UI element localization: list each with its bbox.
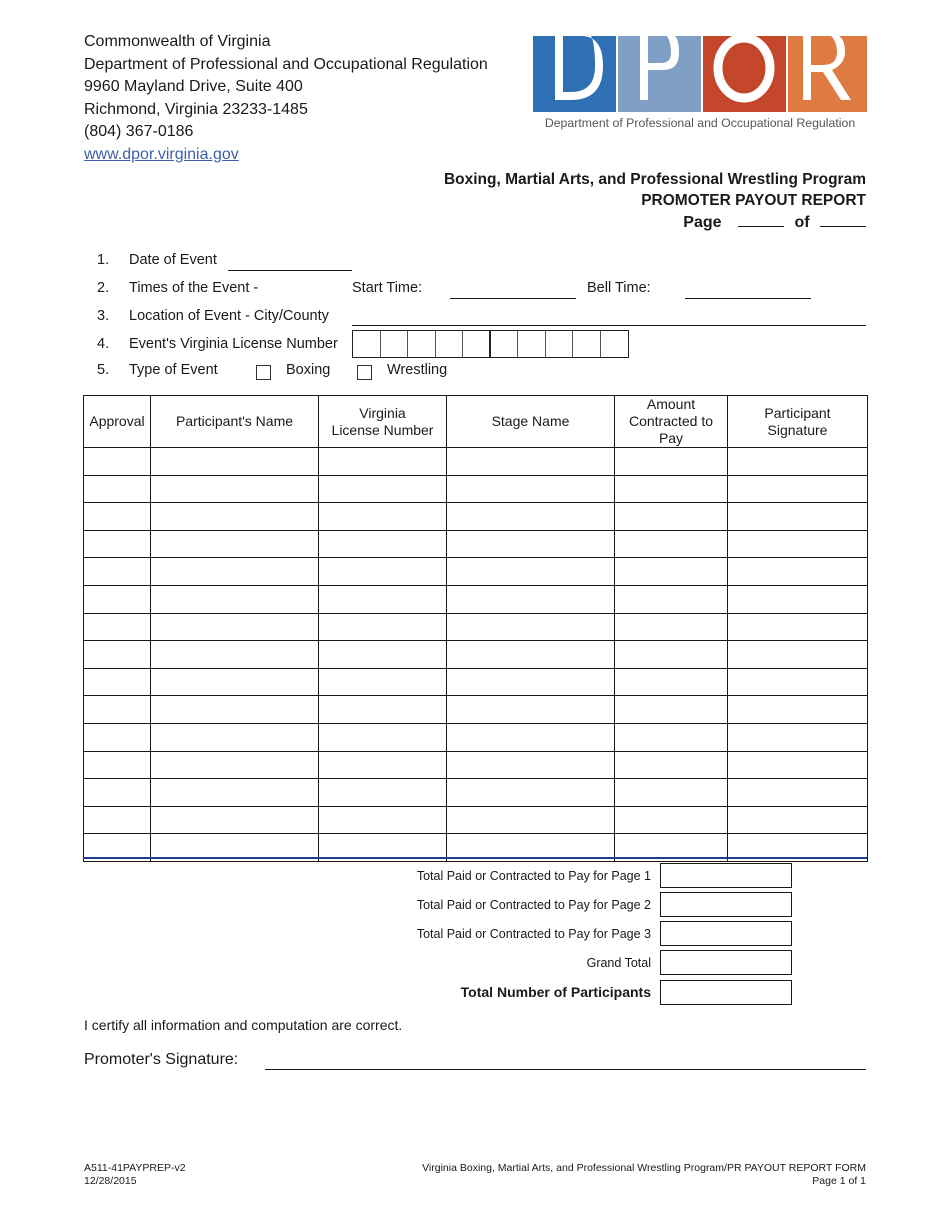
wrestling-checkbox[interactable] xyxy=(357,365,372,380)
field-type-of-event xyxy=(97,362,218,378)
participant-name-cell[interactable] xyxy=(151,475,319,503)
website-link[interactable]: www.dpor.virginia.gov xyxy=(84,145,239,163)
signature-cell[interactable] xyxy=(728,641,868,669)
table-header-row xyxy=(84,396,868,448)
approval-cell[interactable] xyxy=(84,448,151,476)
amount-cell[interactable] xyxy=(615,448,728,476)
form-name: Virginia Boxing, Martial Arts, and Professional Wrestling Program/PR PAYOUT REPORT FORM xyxy=(422,1162,866,1174)
col-stage-name-header: Stage Name xyxy=(447,396,615,448)
stage-name-cell[interactable] xyxy=(447,779,615,807)
license-number-cell[interactable] xyxy=(319,448,447,476)
stage-name-cell[interactable] xyxy=(447,503,615,531)
signature-cell[interactable] xyxy=(728,696,868,724)
participant-name-cell[interactable] xyxy=(151,806,319,834)
field-number: 2. xyxy=(97,280,110,296)
license-digit-box[interactable] xyxy=(381,331,409,357)
license-number-cell[interactable] xyxy=(319,806,447,834)
table-row xyxy=(84,751,868,779)
wrestling-label: Wrestling xyxy=(387,362,448,378)
license-number-cell[interactable] xyxy=(319,585,447,613)
approval-cell[interactable] xyxy=(84,530,151,558)
signature-cell[interactable] xyxy=(728,751,868,779)
page-indicator: Page 1 of 1 xyxy=(812,1175,866,1187)
amount-cell[interactable] xyxy=(615,503,728,531)
table-row xyxy=(84,558,868,586)
field-number: 1. xyxy=(97,252,110,268)
report-title: PROMOTER PAYOUT REPORT xyxy=(641,192,866,209)
amount-cell[interactable] xyxy=(615,613,728,641)
table-row xyxy=(84,668,868,696)
license-digit-box[interactable] xyxy=(518,331,546,357)
stage-name-cell[interactable] xyxy=(447,696,615,724)
participant-name-cell[interactable] xyxy=(151,558,319,586)
total-page2-label: Total Paid or Contracted to Pay for Page 2 xyxy=(416,898,651,912)
report-title-block xyxy=(444,169,866,211)
approval-cell[interactable] xyxy=(84,723,151,751)
approval-cell[interactable] xyxy=(84,613,151,641)
stage-name-cell[interactable] xyxy=(447,806,615,834)
start-time-label: Start Time: xyxy=(352,280,423,296)
signature-cell[interactable] xyxy=(728,530,868,558)
field-label: Times of the Event - xyxy=(129,280,259,296)
license-number-cell[interactable] xyxy=(319,530,447,558)
date-of-event-input[interactable] xyxy=(228,270,352,271)
table-row xyxy=(84,503,868,531)
amount-cell[interactable] xyxy=(615,558,728,586)
approval-cell[interactable] xyxy=(84,751,151,779)
table-row xyxy=(84,723,868,751)
participant-name-cell[interactable] xyxy=(151,503,319,531)
license-number-boxes[interactable] xyxy=(352,330,629,358)
stage-name-cell[interactable] xyxy=(447,613,615,641)
total-page2-input[interactable] xyxy=(660,892,792,917)
total-page1-label: Total Paid or Contracted to Pay for Page 1 xyxy=(416,869,651,883)
approval-cell[interactable] xyxy=(84,668,151,696)
col-name-header: Participant's Name xyxy=(151,396,319,448)
col-amount-header: Amount Contracted to Pay xyxy=(615,396,728,448)
bell-time-label: Bell Time: xyxy=(587,280,651,296)
table-row xyxy=(84,806,868,834)
table-row xyxy=(84,641,868,669)
boxing-label: Boxing xyxy=(286,362,331,378)
footer-left xyxy=(84,1162,186,1188)
license-number-cell[interactable] xyxy=(319,696,447,724)
field-number: 5. xyxy=(97,362,110,378)
participant-name-cell[interactable] xyxy=(151,613,319,641)
amount-cell[interactable] xyxy=(615,779,728,807)
participant-name-cell[interactable] xyxy=(151,530,319,558)
field-number: 4. xyxy=(97,336,110,352)
license-number-cell[interactable] xyxy=(319,668,447,696)
promoter-signature-label: Promoter's Signature: xyxy=(84,1051,239,1068)
field-date-of-event xyxy=(97,252,217,268)
address-line: Richmond, Virginia 23233-1485 xyxy=(84,100,308,118)
approval-cell[interactable] xyxy=(84,641,151,669)
boxing-checkbox[interactable] xyxy=(256,365,271,380)
amount-cell[interactable] xyxy=(615,696,728,724)
stage-name-cell[interactable] xyxy=(447,530,615,558)
of-label: of xyxy=(794,214,810,231)
stage-name-cell[interactable] xyxy=(447,585,615,613)
table-row xyxy=(84,530,868,558)
approval-cell[interactable] xyxy=(84,585,151,613)
amount-cell[interactable] xyxy=(615,751,728,779)
address-line: (804) 367-0186 xyxy=(84,123,194,140)
field-label: Type of Event xyxy=(129,362,218,378)
license-number-cell[interactable] xyxy=(319,558,447,586)
license-digit-box[interactable] xyxy=(491,331,519,357)
participant-name-cell[interactable] xyxy=(151,641,319,669)
amount-cell[interactable] xyxy=(615,530,728,558)
signature-cell[interactable] xyxy=(728,585,868,613)
amount-cell[interactable] xyxy=(615,668,728,696)
license-number-cell[interactable] xyxy=(319,641,447,669)
stage-name-cell[interactable] xyxy=(447,751,615,779)
address-line: Department of Professional and Occupational Regulation xyxy=(84,55,488,73)
amount-cell[interactable] xyxy=(615,641,728,669)
certification-text: I certify all information and computation are correct. xyxy=(84,1017,403,1033)
stage-name-cell[interactable] xyxy=(447,641,615,669)
license-number-cell[interactable] xyxy=(319,503,447,531)
table-row xyxy=(84,696,868,724)
signature-cell[interactable] xyxy=(728,806,868,834)
stage-name-cell[interactable] xyxy=(447,475,615,503)
signature-cell[interactable] xyxy=(728,558,868,586)
approval-cell[interactable] xyxy=(84,779,151,807)
approval-cell[interactable] xyxy=(84,558,151,586)
program-title: Boxing, Martial Arts, and Professional Wrestling Program xyxy=(443,171,866,188)
field-number: 3. xyxy=(97,308,110,324)
field-label: Location of Event - City/County xyxy=(129,308,329,324)
total-page3-label: Total Paid or Contracted to Pay for Page 3 xyxy=(416,927,651,941)
license-digit-box[interactable] xyxy=(546,331,574,357)
field-location xyxy=(97,308,329,324)
license-digit-box[interactable] xyxy=(463,331,491,357)
total-participants-label: Total Number of Participants xyxy=(460,984,651,1000)
signature-cell[interactable] xyxy=(728,613,868,641)
table-row xyxy=(84,475,868,503)
grand-total-input[interactable] xyxy=(660,950,792,975)
signature-cell[interactable] xyxy=(728,448,868,476)
license-number-cell[interactable] xyxy=(319,779,447,807)
license-number-cell[interactable] xyxy=(319,751,447,779)
participant-name-cell[interactable] xyxy=(151,723,319,751)
start-time-input[interactable] xyxy=(450,298,576,299)
approval-cell[interactable] xyxy=(84,806,151,834)
field-label: Event's Virginia License Number xyxy=(129,336,338,352)
license-digit-box[interactable] xyxy=(353,331,381,357)
approval-cell[interactable] xyxy=(84,696,151,724)
participant-name-cell[interactable] xyxy=(151,779,319,807)
page-of-field xyxy=(683,214,866,232)
logo-caption: Department of Professional and Occupational Regulation xyxy=(544,116,856,130)
field-times-of-event xyxy=(97,280,258,296)
total-page1-input[interactable] xyxy=(660,863,792,888)
participant-name-cell[interactable] xyxy=(151,751,319,779)
participant-name-cell[interactable] xyxy=(151,448,319,476)
stage-name-cell[interactable] xyxy=(447,668,615,696)
col-signature-header: Participant Signature xyxy=(728,396,868,448)
amount-cell[interactable] xyxy=(615,585,728,613)
signature-cell[interactable] xyxy=(728,779,868,807)
table-bottom-rule xyxy=(83,857,867,859)
page-label: Page xyxy=(683,214,722,231)
bell-time-input[interactable] xyxy=(685,298,811,299)
field-license-number xyxy=(97,336,338,352)
stage-name-cell[interactable] xyxy=(447,723,615,751)
signature-cell[interactable] xyxy=(728,668,868,696)
approval-cell[interactable] xyxy=(84,475,151,503)
stage-name-cell[interactable] xyxy=(447,448,615,476)
participant-name-cell[interactable] xyxy=(151,585,319,613)
license-number-cell[interactable] xyxy=(319,475,447,503)
participant-name-cell[interactable] xyxy=(151,696,319,724)
license-digit-box[interactable] xyxy=(601,331,629,357)
form-id: A511-41PAYPREP-v2 xyxy=(84,1162,186,1174)
approval-cell[interactable] xyxy=(84,503,151,531)
field-label: Date of Event xyxy=(129,252,217,268)
license-digit-box[interactable] xyxy=(573,331,601,357)
table-row xyxy=(84,613,868,641)
license-number-cell[interactable] xyxy=(319,613,447,641)
signature-cell[interactable] xyxy=(728,475,868,503)
participant-name-cell[interactable] xyxy=(151,668,319,696)
amount-cell[interactable] xyxy=(615,475,728,503)
stage-name-cell[interactable] xyxy=(447,558,615,586)
page-total-input[interactable] xyxy=(820,214,866,227)
license-digit-box[interactable] xyxy=(408,331,436,357)
address-line: Commonwealth of Virginia xyxy=(84,33,271,50)
signature-cell[interactable] xyxy=(728,503,868,531)
participant-table xyxy=(83,395,868,862)
col-approval-header: Approval xyxy=(84,396,151,448)
amount-cell[interactable] xyxy=(615,806,728,834)
location-input[interactable] xyxy=(352,325,866,326)
table-row xyxy=(84,585,868,613)
col-license-header: Virginia License Number xyxy=(319,396,447,448)
table-row xyxy=(84,448,868,476)
license-digit-box[interactable] xyxy=(436,331,464,357)
page-number-input[interactable] xyxy=(738,214,784,227)
signature-cell[interactable] xyxy=(728,723,868,751)
address-line: 9960 Mayland Drive, Suite 400 xyxy=(84,78,303,95)
promoter-signature-input[interactable] xyxy=(265,1069,866,1070)
agency-address xyxy=(84,31,488,166)
grand-total-label: Grand Total xyxy=(586,956,651,970)
footer-right xyxy=(422,1162,866,1188)
form-date: 12/28/2015 xyxy=(84,1175,137,1187)
total-page3-input[interactable] xyxy=(660,921,792,946)
amount-cell[interactable] xyxy=(615,723,728,751)
table-row xyxy=(84,779,868,807)
license-number-cell[interactable] xyxy=(319,723,447,751)
total-participants-input[interactable] xyxy=(660,980,792,1005)
